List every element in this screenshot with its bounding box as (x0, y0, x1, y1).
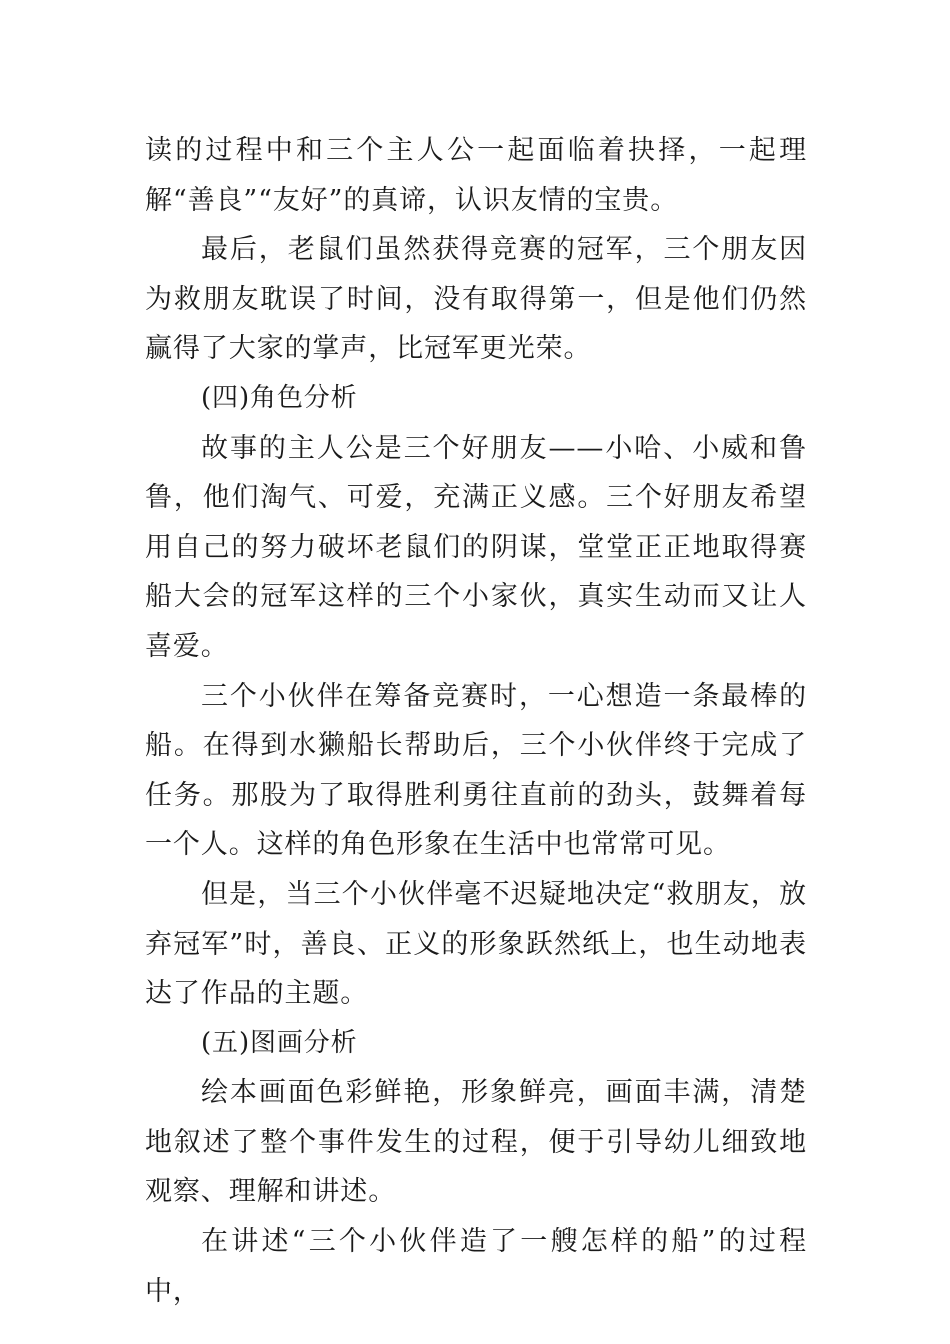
paragraph-conclusion: 最后，老鼠们虽然获得竞赛的冠军，三个朋友因为救朋友耽误了时间，没有取得第一，但是他们仍然赢得了大家的掌声，比冠军更光荣。 (145, 234, 807, 365)
document-body (145, 126, 807, 1316)
section-heading-picture-analysis: (五)图画分析 (201, 1027, 358, 1058)
paragraph-preparation: 三个小伙伴在筹备竞赛时，一心想造一条最棒的船。在得到水獭船长帮助后，三个小伙伴终于完成了任务。那股为了取得胜利勇往直前的劲头，鼓舞着每一个人。这样的角色形象在生活中也常常可见。 (145, 680, 807, 861)
paragraph-illustration: 绘本画面色彩鲜艳，形象鲜亮，画面丰满，清楚地叙述了整个事件发生的过程，便于引导幼儿细致地观察、理解和讲述。 (145, 1077, 807, 1208)
section-heading-role-analysis: (四)角色分析 (201, 382, 358, 413)
paragraph-theme: 但是，当三个小伙伴毫不迟疑地决定“救朋友，放弃冠军”时，善良、正义的形象跃然纸上，也生动地表达了作品的主题。 (145, 878, 807, 1010)
paragraph-narration: 在讲述“三个小伙伴造了一艘怎样的船”的过程中， (145, 1226, 807, 1307)
paragraph-continued: 读的过程中和三个主人公一起面临着抉择，一起理解“善良”“友好”的真谛，认识友情的宝贵。 (145, 135, 807, 216)
paragraph-protagonists: 故事的主人公是三个好朋友——小哈、小威和鲁鲁，他们淘气、可爱，充满正义感。三个好朋友希望用自己的努力破坏老鼠们的阴谋，堂堂正正地取得赛船大会的冠军这样的三个小家伙，真实生动而又让人喜爱。 (145, 432, 807, 662)
